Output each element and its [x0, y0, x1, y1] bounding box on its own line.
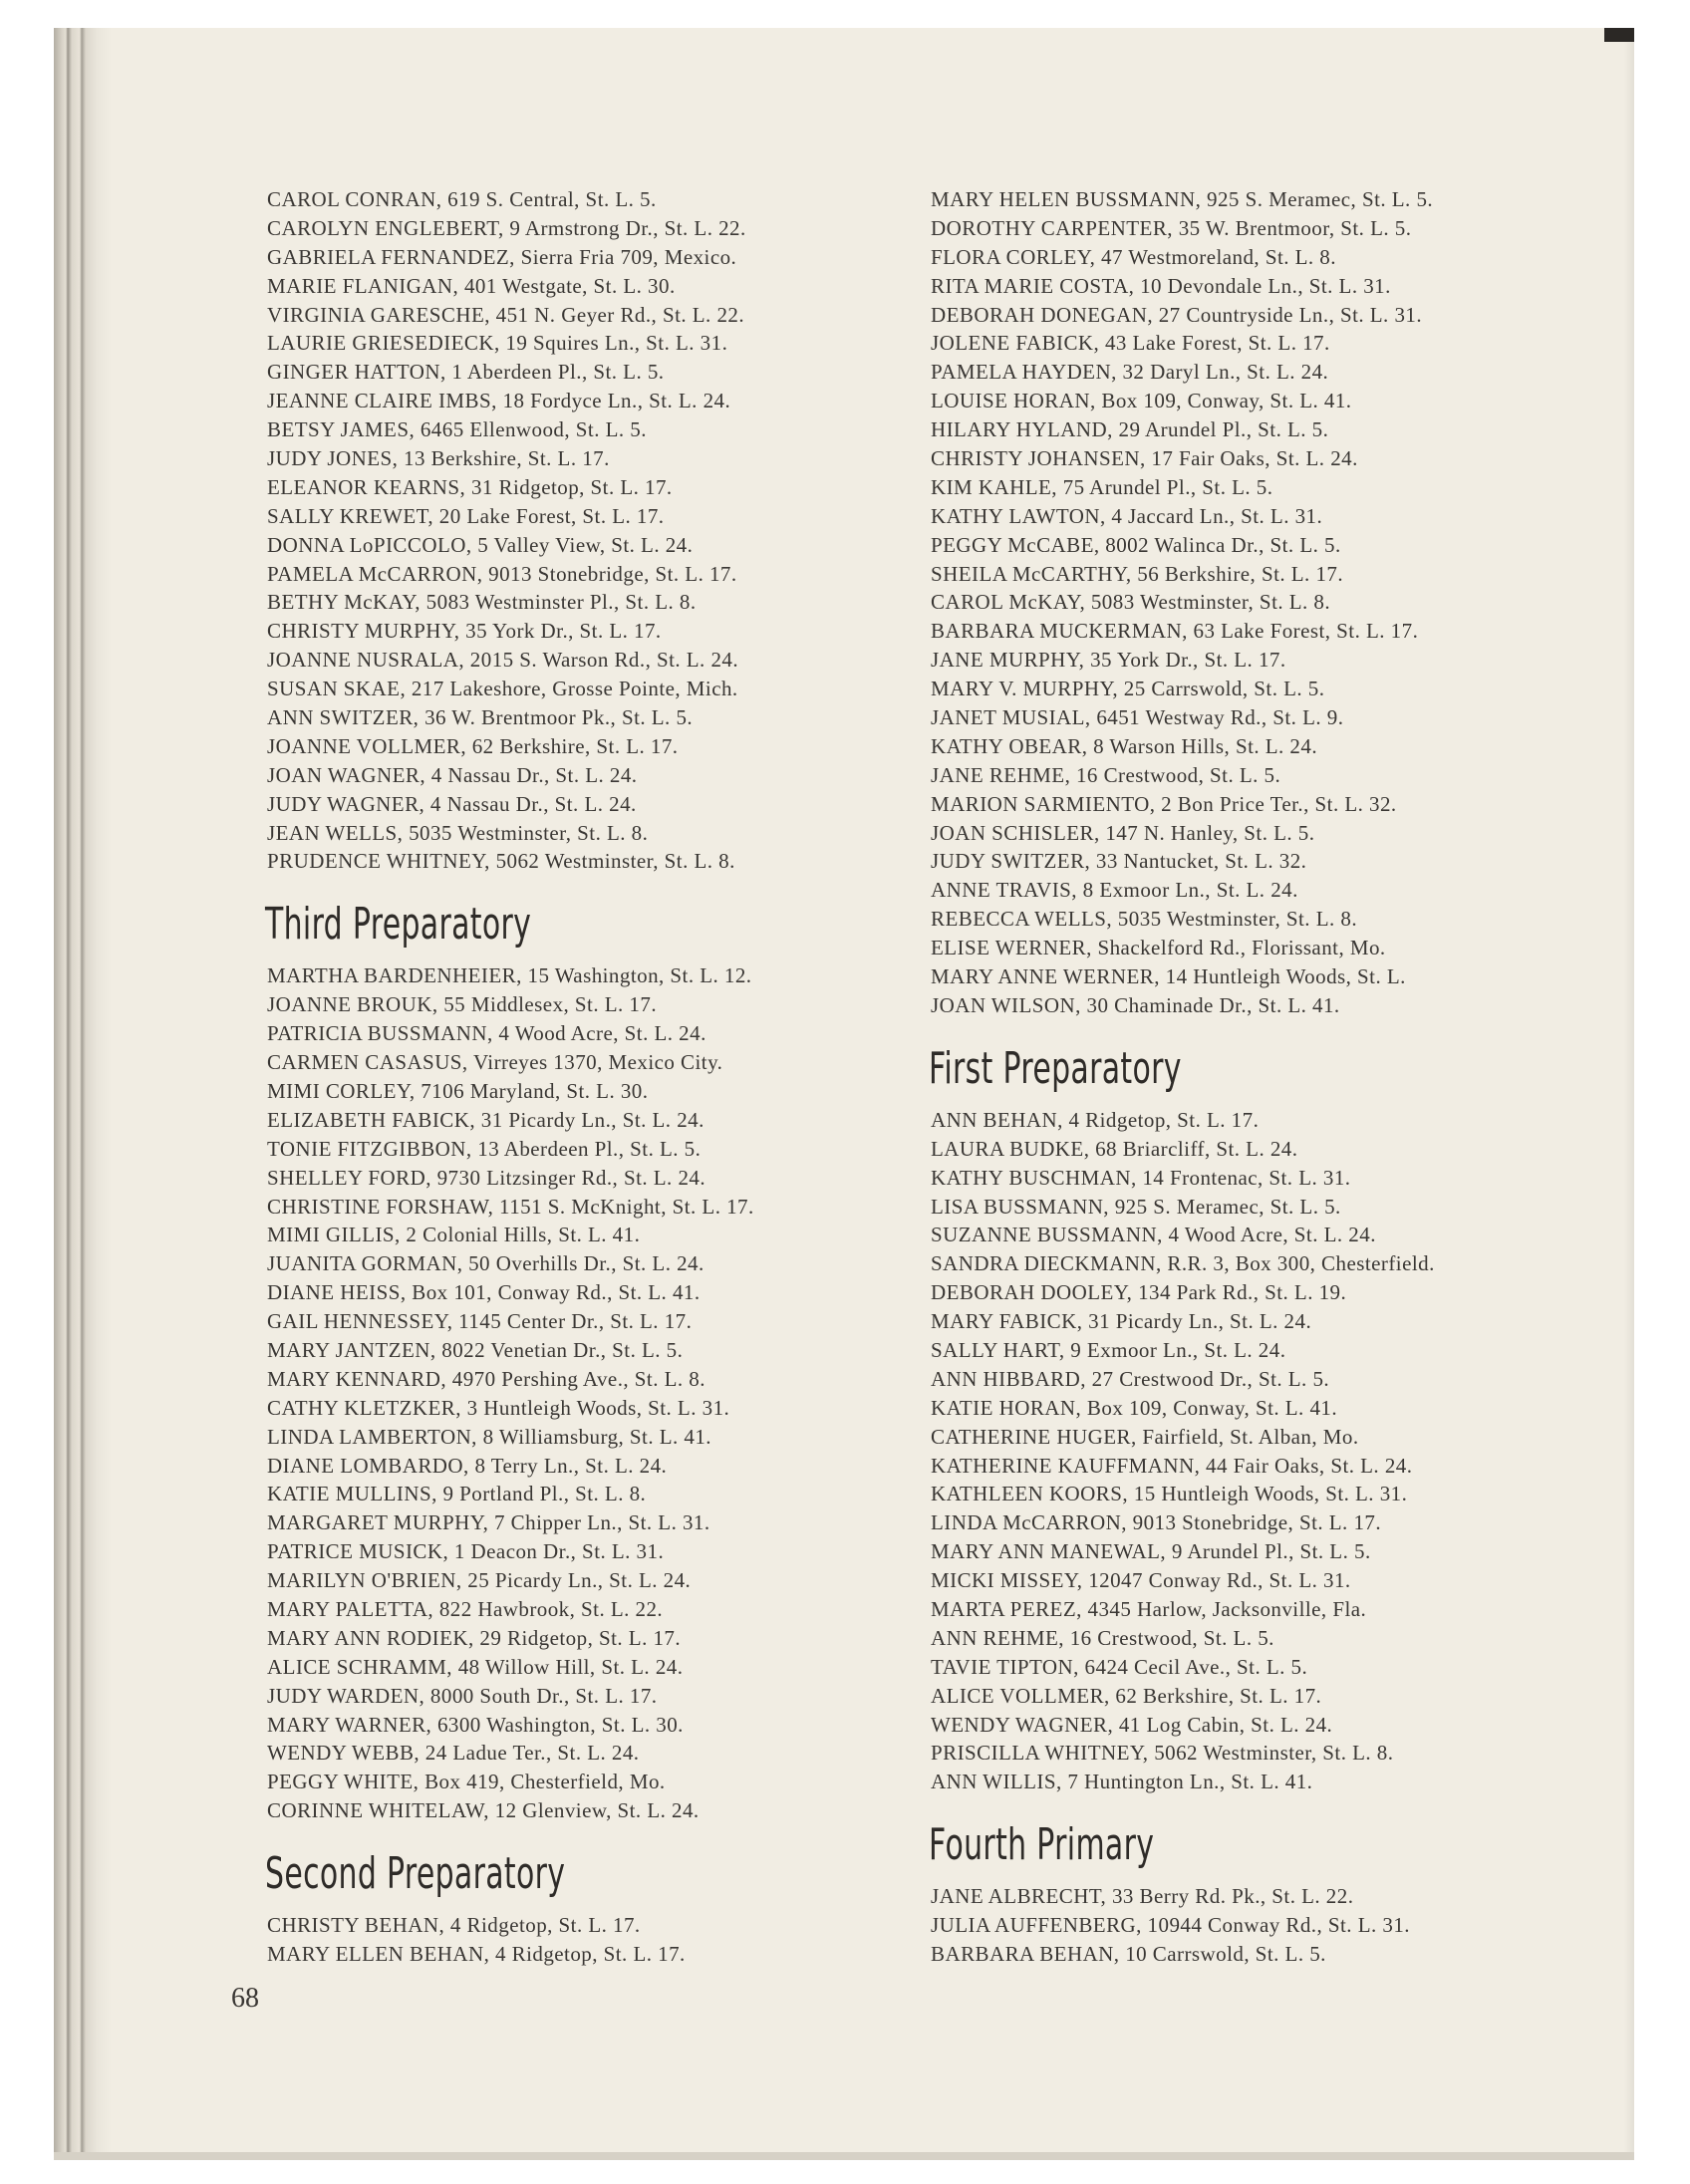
- directory-list: [267, 961, 885, 1825]
- directory-entry: MARY HELEN BUSSMANN, 925 S. Meramec, St. L. 5.: [931, 187, 1434, 211]
- directory-entry: MIMI GILLIS, 2 Colonial Hills, St. L. 41.: [267, 1223, 641, 1247]
- directory-entry: LISA BUSSMANN, 925 S. Meramec, St. L. 5.: [931, 1194, 1341, 1219]
- section-heading-third-preparatory: Third Preparatory: [265, 899, 532, 951]
- directory-entry: MIMI CORLEY, 7106 Maryland, St. L. 30.: [267, 1078, 649, 1103]
- directory-entry: KATIE HORAN, Box 109, Conway, St. L. 41.: [931, 1395, 1338, 1420]
- page-number: 68: [231, 1983, 259, 2014]
- directory-entry: GINGER HATTON, 1 Aberdeen Pl., St. L. 5.: [267, 360, 665, 385]
- directory-entry: JOLENE FABICK, 43 Lake Forest, St. L. 17.: [931, 331, 1330, 356]
- directory-entry: LAURIE GRIESEDIECK, 19 Squires Ln., St. L. 31.: [267, 331, 728, 356]
- directory-entry: JULIA AUFFENBERG, 10944 Conway Rd., St. L. 31.: [931, 1913, 1410, 1938]
- directory-entry: ALICE SCHRAMM, 48 Willow Hill, St. L. 24.: [267, 1654, 684, 1679]
- directory-entry: LINDA McCARRON, 9013 Stonebridge, St. L. 17.: [931, 1510, 1382, 1535]
- directory-entry: SUZANNE BUSSMANN, 4 Wood Acre, St. L. 24.: [931, 1223, 1376, 1247]
- directory-entry: PAMELA HAYDEN, 32 Daryl Ln., St. L. 24.: [931, 360, 1329, 385]
- directory-entry: MARY ELLEN BEHAN, 4 Ridgetop, St. L. 17.: [267, 1941, 686, 1966]
- directory-entry: JANE REHME, 16 Crestwood, St. L. 5.: [931, 762, 1281, 787]
- directory-entry: MARY V. MURPHY, 25 Carrswold, St. L. 5.: [931, 677, 1325, 701]
- directory-entry: BETHY McKAY, 5083 Westminster Pl., St. L. 8.: [267, 590, 697, 615]
- directory-entry: MARTHA BARDENHEIER, 15 Washington, St. L. 12.: [267, 963, 752, 988]
- directory-entry: KATHLEEN KOORS, 15 Huntleigh Woods, St. L. 31.: [931, 1482, 1408, 1506]
- right-column: [931, 185, 1568, 1969]
- directory-entry: DONNA LoPICCOLO, 5 Valley View, St. L. 24.: [267, 532, 694, 557]
- directory-list: [267, 1911, 885, 1969]
- directory-entry: CAROLYN ENGLEBERT, 9 Armstrong Dr., St. L. 22.: [267, 215, 746, 240]
- directory-entry: DIANE HEISS, Box 101, Conway Rd., St. L. 41.: [267, 1280, 701, 1305]
- directory-entry: JANE ALBRECHT, 33 Berry Rd. Pk., St. L. 22.: [931, 1884, 1354, 1909]
- directory-entry: MARY WARNER, 6300 Washington, St. L. 30.: [267, 1712, 684, 1737]
- directory-entry: JUDY JONES, 13 Berkshire, St. L. 17.: [267, 446, 610, 471]
- directory-entry: JUANITA GORMAN, 50 Overhills Dr., St. L. 24.: [267, 1251, 704, 1276]
- scan-corner: [1604, 28, 1634, 42]
- directory-entry: CHRISTY BEHAN, 4 Ridgetop, St. L. 17.: [267, 1913, 641, 1938]
- directory-list: [931, 1106, 1568, 1796]
- directory-entry: JOANNE VOLLMER, 62 Berkshire, St. L. 17.: [267, 733, 679, 758]
- directory-entry: KATIE MULLINS, 9 Portland Pl., St. L. 8.: [267, 1482, 647, 1506]
- directory-entry: GAIL HENNESSEY, 1145 Center Dr., St. L. 17.: [267, 1309, 693, 1334]
- directory-entry: JUDY WARDEN, 8000 South Dr., St. L. 17.: [267, 1683, 658, 1708]
- directory-entry: TONIE FITZGIBBON, 13 Aberdeen Pl., St. L. 5.: [267, 1136, 702, 1161]
- directory-entry: BETSY JAMES, 6465 Ellenwood, St. L. 5.: [267, 417, 647, 442]
- directory-entry: VIRGINIA GARESCHE, 451 N. Geyer Rd., St. L. 22.: [267, 302, 745, 327]
- directory-entry: JOANNE NUSRALA, 2015 S. Warson Rd., St. L. 24.: [267, 648, 739, 673]
- directory-entry: ELIZABETH FABICK, 31 Picardy Ln., St. L. 24.: [267, 1107, 704, 1132]
- directory-entry: MARILYN O'BRIEN, 25 Picardy Ln., St. L. 24.: [267, 1568, 692, 1593]
- directory-entry: KATHY LAWTON, 4 Jaccard Ln., St. L. 31.: [931, 503, 1323, 528]
- directory-entry: JANE MURPHY, 35 York Dr., St. L. 17.: [931, 648, 1286, 673]
- directory-entry: FLORA CORLEY, 47 Westmoreland, St. L. 8.: [931, 244, 1336, 269]
- directory-list: [931, 1882, 1568, 1969]
- directory-entry: ALICE VOLLMER, 62 Berkshire, St. L. 17.: [931, 1683, 1322, 1708]
- page-edge-shadow: [1624, 28, 1634, 2160]
- left-column: [267, 185, 885, 1969]
- directory-entry: MARY KENNARD, 4970 Pershing Ave., St. L. 8.: [267, 1366, 705, 1391]
- directory-entry: DOROTHY CARPENTER, 35 W. Brentmoor, St. L. 5.: [931, 215, 1412, 240]
- section-heading-second-preparatory: Second Preparatory: [265, 1848, 566, 1900]
- directory-entry: CHRISTY JOHANSEN, 17 Fair Oaks, St. L. 24.: [931, 446, 1358, 471]
- directory-entry: JOANNE BROUK, 55 Middlesex, St. L. 17.: [267, 992, 658, 1017]
- directory-entry: MARY FABICK, 31 Picardy Ln., St. L. 24.: [931, 1309, 1312, 1334]
- directory-entry: CATHERINE HUGER, Fairfield, St. Alban, Mo.: [931, 1424, 1359, 1449]
- directory-entry: JOAN WAGNER, 4 Nassau Dr., St. L. 24.: [267, 762, 638, 787]
- directory-entry: SHEILA McCARTHY, 56 Berkshire, St. L. 17.: [931, 561, 1344, 586]
- directory-entry: CHRISTINE FORSHAW, 1151 S. McKnight, St. L. 17.: [267, 1194, 754, 1219]
- directory-entry: MARGARET MURPHY, 7 Chipper Ln., St. L. 31.: [267, 1510, 710, 1535]
- directory-entry: HILARY HYLAND, 29 Arundel Pl., St. L. 5.: [931, 417, 1329, 442]
- directory-entry: PRISCILLA WHITNEY, 5062 Westminster, St. L. 8.: [931, 1741, 1394, 1766]
- directory-entry: WENDY WAGNER, 41 Log Cabin, St. L. 24.: [931, 1712, 1333, 1737]
- directory-entry: SANDRA DIECKMANN, R.R. 3, Box 300, Chesterfield.: [931, 1251, 1435, 1276]
- section-heading-fourth-primary: Fourth Primary: [929, 1819, 1155, 1871]
- directory-entry: LOUISE HORAN, Box 109, Conway, St. L. 41.: [931, 389, 1352, 413]
- directory-entry: ELISE WERNER, Shackelford Rd., Florissant, Mo.: [931, 936, 1386, 960]
- directory-entry: SALLY HART, 9 Exmoor Ln., St. L. 24.: [931, 1337, 1286, 1362]
- directory-entry: CHRISTY MURPHY, 35 York Dr., St. L. 17.: [267, 619, 662, 644]
- directory-entry: MICKI MISSEY, 12047 Conway Rd., St. L. 31.: [931, 1568, 1351, 1593]
- directory-list: [931, 185, 1568, 1020]
- directory-entry: CORINNE WHITELAW, 12 Glenview, St. L. 24.: [267, 1798, 700, 1823]
- directory-entry: KATHY OBEAR, 8 Warson Hills, St. L. 24.: [931, 733, 1318, 758]
- directory-entry: MARY ANNE WERNER, 14 Huntleigh Woods, St. L.: [931, 964, 1406, 989]
- directory-list: [267, 185, 885, 876]
- directory-entry: PATRICE MUSICK, 1 Deacon Dr., St. L. 31.: [267, 1539, 665, 1564]
- directory-entry: MARY PALETTA, 822 Hawbrook, St. L. 22.: [267, 1596, 664, 1621]
- directory-entry: LINDA LAMBERTON, 8 Williamsburg, St. L. 41.: [267, 1424, 712, 1449]
- directory-entry: MARY ANN RODIEK, 29 Ridgetop, St. L. 17.: [267, 1625, 682, 1650]
- directory-entry: BARBARA BEHAN, 10 Carrswold, St. L. 5.: [931, 1941, 1326, 1966]
- directory-entry: JOAN SCHISLER, 147 N. Hanley, St. L. 5.: [931, 820, 1315, 845]
- directory-entry: DIANE LOMBARDO, 8 Terry Ln., St. L. 24.: [267, 1453, 668, 1478]
- directory-entry: PEGGY McCABE, 8002 Walinca Dr., St. L. 5.: [931, 532, 1341, 557]
- directory-entry: ANN HIBBARD, 27 Crestwood Dr., St. L. 5.: [931, 1366, 1330, 1391]
- directory-entry: GABRIELA FERNANDEZ, Sierra Fria 709, Mexico.: [267, 244, 737, 269]
- directory-entry: CAROL CONRAN, 619 S. Central, St. L. 5.: [267, 187, 657, 211]
- directory-entry: PRUDENCE WHITNEY, 5062 Westminster, St. L. 8.: [267, 849, 735, 874]
- directory-entry: MARIE FLANIGAN, 401 Westgate, St. L. 30.: [267, 273, 676, 298]
- directory-entry: BARBARA MUCKERMAN, 63 Lake Forest, St. L. 17.: [931, 619, 1419, 644]
- section-heading-first-preparatory: First Preparatory: [929, 1042, 1182, 1094]
- directory-entry: ELEANOR KEARNS, 31 Ridgetop, St. L. 17.: [267, 474, 673, 499]
- book-binding: [54, 28, 112, 2160]
- directory-entry: CATHY KLETZKER, 3 Huntleigh Woods, St. L. 31.: [267, 1395, 730, 1420]
- directory-entry: ANN WILLIS, 7 Huntington Ln., St. L. 41.: [931, 1770, 1313, 1794]
- directory-entry: JEANNE CLAIRE IMBS, 18 Fordyce Ln., St. L. 24.: [267, 389, 731, 413]
- directory-entry: SHELLEY FORD, 9730 Litzsinger Rd., St. L. 24.: [267, 1165, 706, 1190]
- directory-entry: MARY ANN MANEWAL, 9 Arundel Pl., St. L. 5.: [931, 1539, 1371, 1564]
- directory-entry: KATHERINE KAUFFMANN, 44 Fair Oaks, St. L. 24.: [931, 1453, 1413, 1478]
- directory-entry: MARTA PEREZ, 4345 Harlow, Jacksonville, Fla.: [931, 1596, 1367, 1621]
- directory-entry: JUDY SWITZER, 33 Nantucket, St. L. 32.: [931, 849, 1307, 874]
- directory-entry: ANN BEHAN, 4 Ridgetop, St. L. 17.: [931, 1107, 1260, 1132]
- directory-entry: JEAN WELLS, 5035 Westminster, St. L. 8.: [267, 820, 649, 845]
- directory-entry: MARY JANTZEN, 8022 Venetian Dr., St. L. 5.: [267, 1337, 684, 1362]
- directory-entry: ANN REHME, 16 Crestwood, St. L. 5.: [931, 1625, 1274, 1650]
- directory-entry: JOAN WILSON, 30 Chaminade Dr., St. L. 41.: [931, 992, 1340, 1017]
- directory-entry: PAMELA McCARRON, 9013 Stonebridge, St. L. 17.: [267, 561, 737, 586]
- directory-entry: DEBORAH DOOLEY, 134 Park Rd., St. L. 19.: [931, 1280, 1347, 1305]
- page-bottom-edge: [54, 2152, 1634, 2160]
- directory-entry: LAURA BUDKE, 68 Briarcliff, St. L. 24.: [931, 1136, 1298, 1161]
- directory-entry: PEGGY WHITE, Box 419, Chesterfield, Mo.: [267, 1770, 666, 1794]
- directory-entry: ANN SWITZER, 36 W. Brentmoor Pk., St. L. 5.: [267, 705, 694, 730]
- directory-entry: CAROL McKAY, 5083 Westminster, St. L. 8.: [931, 590, 1331, 615]
- directory-entry: RITA MARIE COSTA, 10 Devondale Ln., St. L. 31.: [931, 273, 1391, 298]
- directory-entry: CARMEN CASASUS, Virreyes 1370, Mexico City.: [267, 1050, 723, 1075]
- directory-entry: KIM KAHLE, 75 Arundel Pl., St. L. 5.: [931, 474, 1273, 499]
- directory-entry: WENDY WEBB, 24 Ladue Ter., St. L. 24.: [267, 1741, 640, 1766]
- directory-entry: ANNE TRAVIS, 8 Exmoor Ln., St. L. 24.: [931, 878, 1298, 903]
- directory-entry: KATHY BUSCHMAN, 14 Frontenac, St. L. 31.: [931, 1165, 1351, 1190]
- scan-top-margin: [0, 0, 1690, 28]
- directory-entry: TAVIE TIPTON, 6424 Cecil Ave., St. L. 5.: [931, 1654, 1308, 1679]
- directory-entry: DEBORAH DONEGAN, 27 Countryside Ln., St. L. 31.: [931, 302, 1423, 327]
- directory-entry: MARION SARMIENTO, 2 Bon Price Ter., St. L. 32.: [931, 791, 1397, 816]
- directory-entry: SALLY KREWET, 20 Lake Forest, St. L. 17.: [267, 503, 665, 528]
- directory-entry: SUSAN SKAE, 217 Lakeshore, Grosse Pointe, Mich.: [267, 677, 738, 701]
- directory-entry: JANET MUSIAL, 6451 Westway Rd., St. L. 9.: [931, 705, 1344, 730]
- directory-entry: JUDY WAGNER, 4 Nassau Dr., St. L. 24.: [267, 791, 637, 816]
- directory-entry: PATRICIA BUSSMANN, 4 Wood Acre, St. L. 24.: [267, 1021, 706, 1046]
- directory-entry: REBECCA WELLS, 5035 Westminster, St. L. 8.: [931, 907, 1358, 932]
